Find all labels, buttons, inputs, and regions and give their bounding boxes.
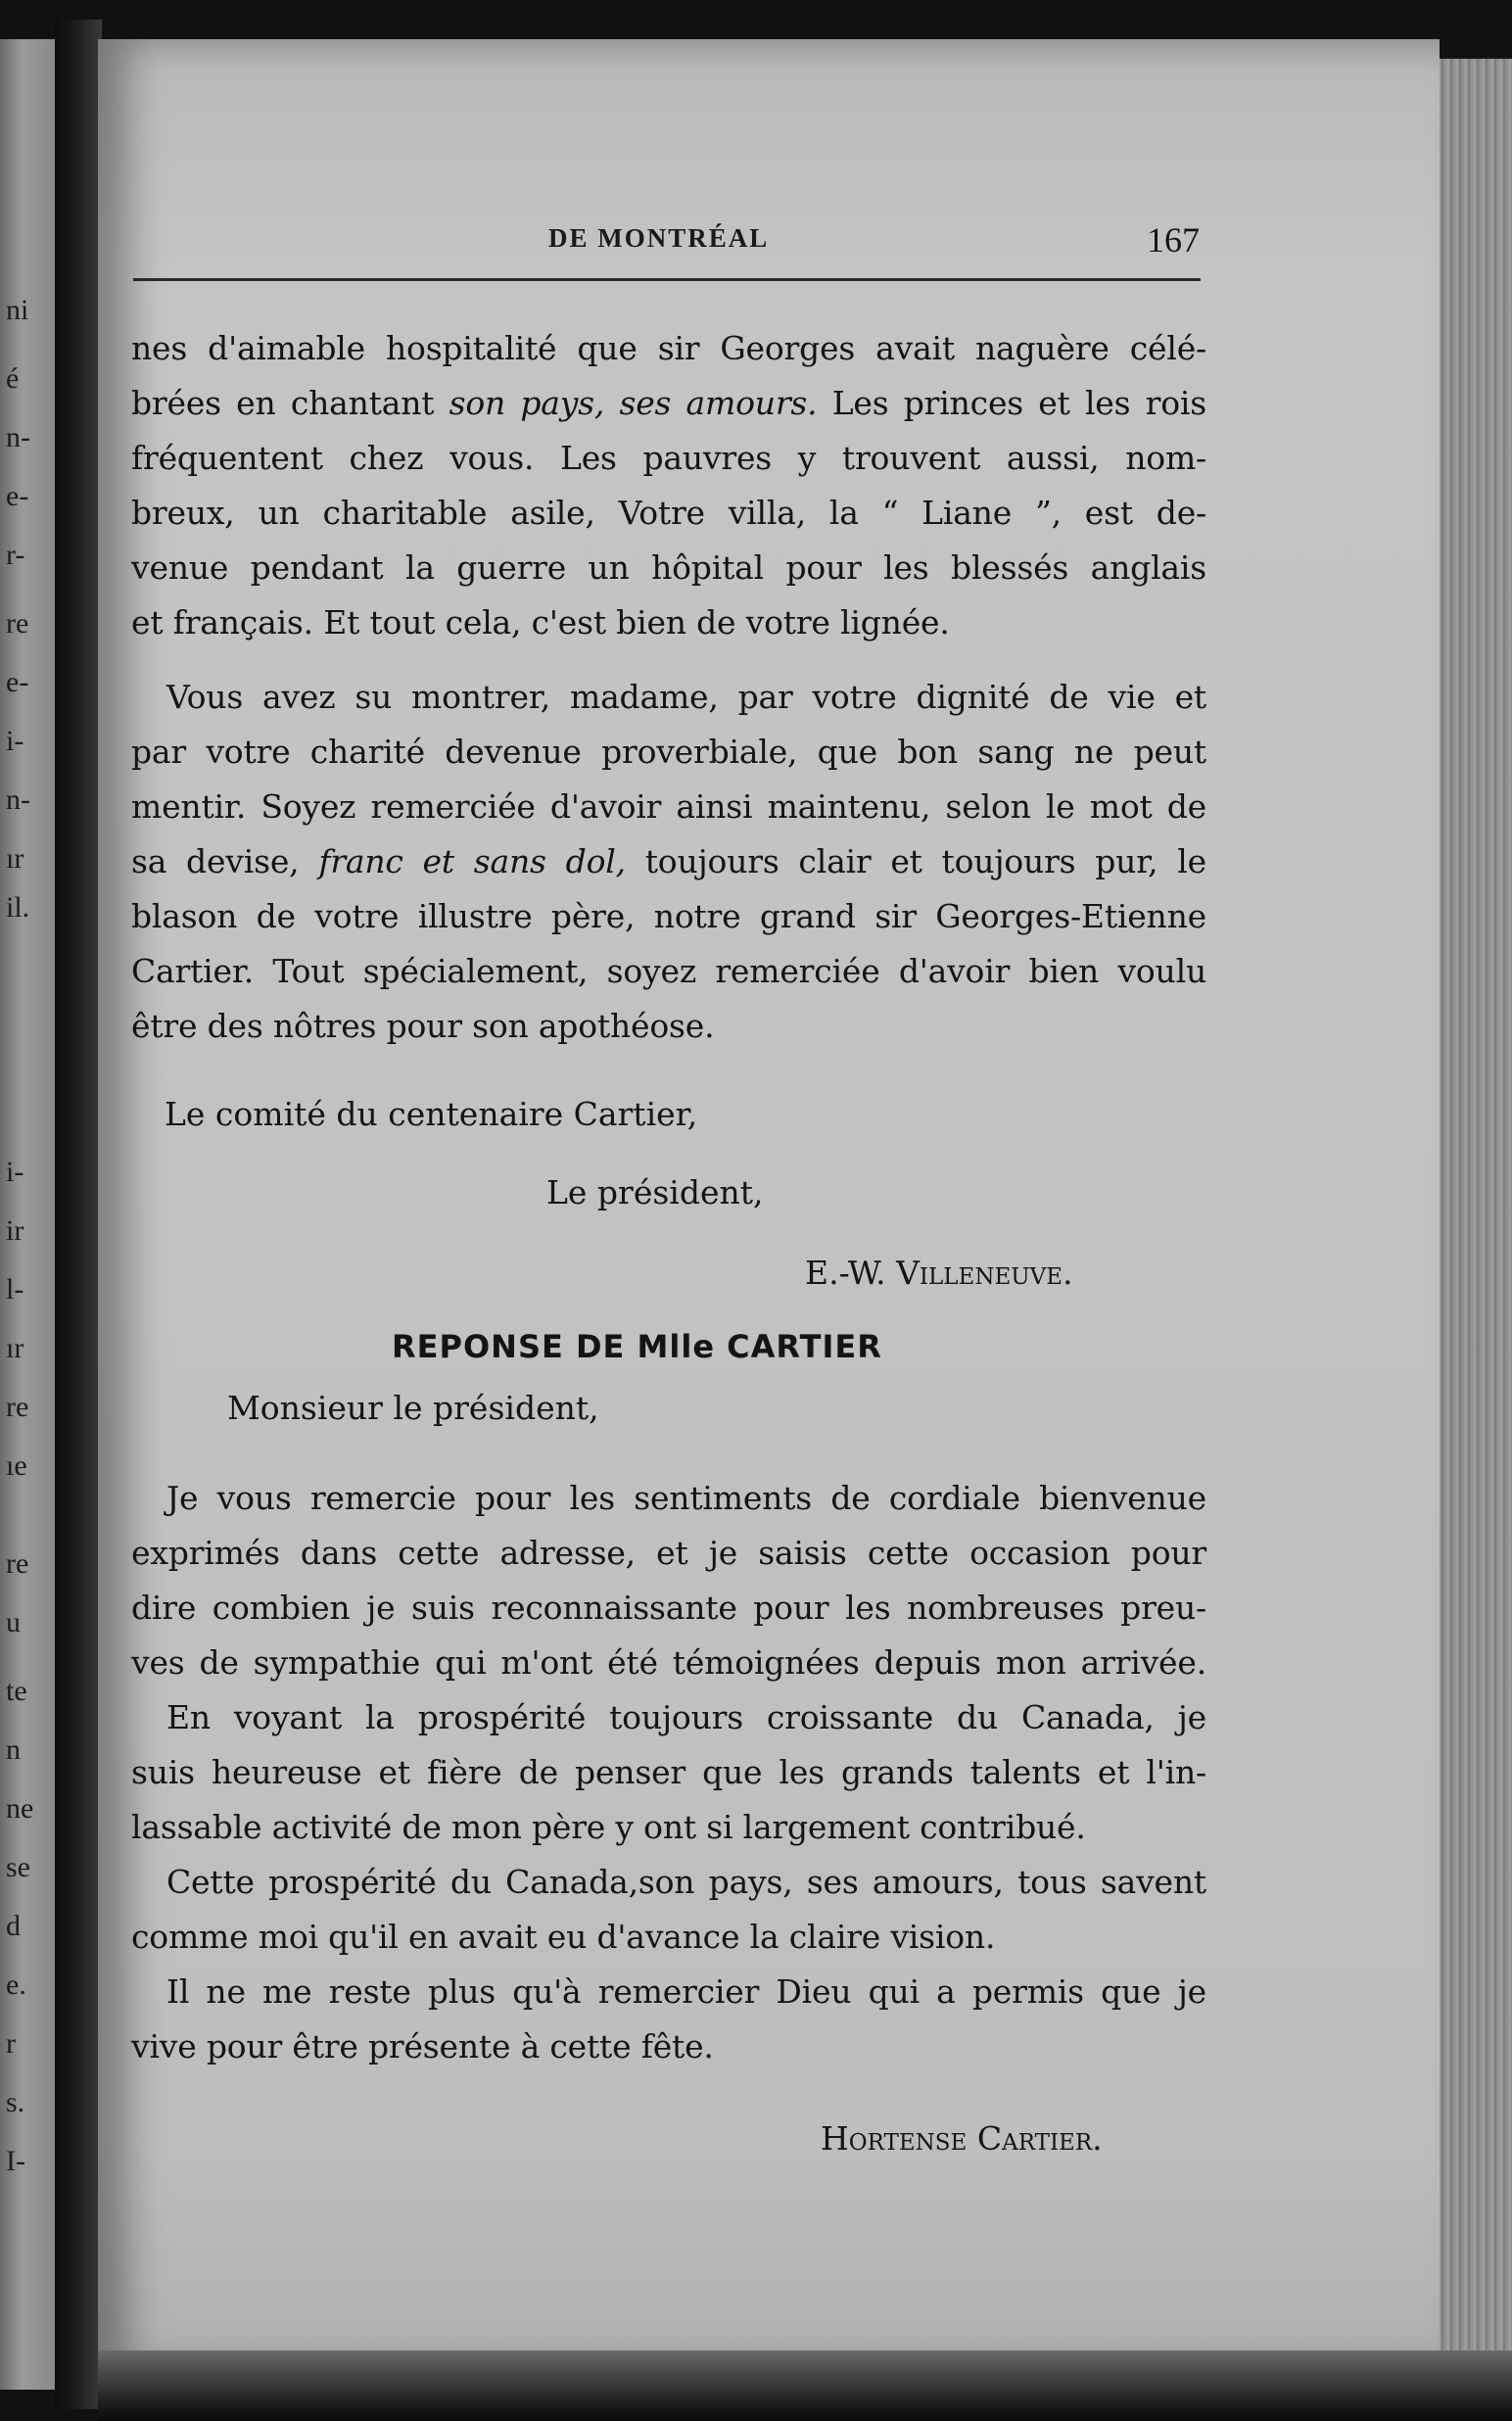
page-number: 167: [1147, 220, 1200, 260]
adjacent-page-fragment: e.: [6, 1969, 26, 2001]
salutation: Monsieur le président,: [227, 1389, 599, 1427]
text-span: brées en chantant: [131, 384, 449, 422]
adjacent-page-strip: [0, 39, 55, 2390]
text-line: En voyant la prospérité toujours croissante du Canada, je: [166, 1698, 1206, 1736]
text-line: dire combien je suis reconnaissante pour les nombreuses preu-: [131, 1589, 1206, 1627]
adjacent-page-fragment: n-: [6, 421, 30, 453]
text-line: [131, 834, 1206, 889]
paragraph-4: [131, 1690, 1206, 1855]
paragraph-1: [131, 321, 1206, 650]
text-span: toujours clair et toujours pur, le: [625, 842, 1206, 880]
adjacent-page-fragment: e-: [6, 666, 29, 698]
paragraph-6: [131, 1965, 1206, 2074]
response-heading: REPONSE DE Mlle CARTIER: [392, 1328, 882, 1365]
adjacent-page-fragment: ır: [6, 842, 24, 875]
text-line: par votre charité devenue proverbiale, que bon sang ne peut: [131, 733, 1206, 771]
adjacent-page-fragment: ıe: [6, 1449, 27, 1482]
text-line: Il ne me reste plus qu'à remercier Dieu qui a permis que je: [166, 1972, 1206, 2011]
adjacent-page-fragment: u: [6, 1606, 21, 1638]
adjacent-page-fragment: ir: [6, 1214, 24, 1247]
text-line: Vous avez su montrer, madame, par votre dignité de vie et: [166, 678, 1206, 716]
adjacent-page-fragment: ne: [6, 1792, 34, 1825]
signature-surname: Villeneuve.: [896, 1254, 1073, 1292]
text-line: ves de sympathie qui m'ont été témoignées depuis mon arrivée.: [131, 1643, 1206, 1682]
paragraph-3: [131, 1471, 1206, 1690]
adjacent-page-fragment: re: [6, 607, 29, 640]
adjacent-page-fragment: re: [6, 1391, 29, 1423]
text-line: vive pour être présente à cette fête.: [131, 2027, 714, 2065]
signature-initials: E.-W.: [805, 1254, 897, 1292]
book-gutter: [55, 20, 102, 2409]
text-line: exprimés dans cette adresse, et je saisis cette occasion pour: [131, 1534, 1206, 1572]
adjacent-page-fragment: ır: [6, 1332, 24, 1364]
header-rule: [133, 278, 1201, 281]
italic-phrase: son pays, ses amours.: [449, 384, 818, 422]
paragraph-2: [131, 670, 1206, 1054]
adjacent-page-fragment: r: [6, 2027, 16, 2060]
text-span: Les princes et les rois: [817, 384, 1206, 422]
adjacent-page-fragment: r-: [6, 539, 25, 571]
text-line: [131, 376, 1206, 431]
paragraph-5: [131, 1855, 1206, 1965]
text-line: et français. Et tout cela, c'est bien de votre lignée.: [131, 603, 950, 641]
president-line: Le président,: [546, 1173, 764, 1211]
adjacent-page-fragment: I-: [6, 2145, 25, 2177]
signature-hortense-cartier: Hortense Cartier.: [821, 2119, 1103, 2158]
adjacent-page-fragment: n: [6, 1733, 21, 1766]
text-line: suis heureuse et fière de penser que les grands talents et l'in-: [131, 1753, 1206, 1791]
page-bottom-shadow: [98, 2350, 1512, 2421]
text-line: venue pendant la guerre un hôpital pour les blessés anglais: [131, 548, 1206, 587]
adjacent-page-fragment: te: [6, 1675, 27, 1707]
text-line: Je vous remercie pour les sentiments de cordiale bienvenue: [166, 1479, 1206, 1517]
text-line: mentir. Soyez remerciée d'avoir ainsi maintenu, selon le mot de: [131, 787, 1206, 826]
text-line: blason de votre illustre père, notre grand sir Georges-Etienne: [131, 897, 1206, 935]
adjacent-page-fragment: ni: [6, 294, 29, 326]
committee-line: Le comité du centenaire Cartier,: [165, 1095, 698, 1133]
text-span: sa devise,: [131, 842, 319, 880]
adjacent-page-fragment: é: [6, 362, 20, 395]
adjacent-page-fragment: se: [6, 1851, 30, 1883]
adjacent-page-fragment: d: [6, 1910, 21, 1942]
adjacent-page-fragment: s.: [6, 2086, 25, 2118]
signature-villeneuve: [805, 1254, 1073, 1292]
running-header-title: DE MONTRÉAL: [548, 223, 770, 253]
text-line: fréquentent chez vous. Les pauvres y trouvent aussi, nom-: [131, 439, 1206, 477]
adjacent-page-fragment: n-: [6, 783, 30, 816]
text-line: Cartier. Tout spécialement, soyez remerciée d'avoir bien voulu: [131, 952, 1206, 990]
italic-phrase: franc et sans dol,: [318, 842, 626, 880]
adjacent-page-fragment: e-: [6, 480, 29, 512]
adjacent-page-fragment: re: [6, 1547, 29, 1580]
text-line: comme moi qu'il en avait eu d'avance la claire vision.: [131, 1918, 996, 1956]
text-line: être des nôtres pour son apothéose.: [131, 1007, 715, 1045]
text-line: breux, un charitable asile, Votre villa, la “ Liane ”, est de-: [131, 494, 1206, 532]
text-line: nes d'aimable hospitalité que sir Georges avait naguère célé-: [131, 329, 1206, 367]
adjacent-page-fragment: i-: [6, 725, 24, 757]
adjacent-page-fragment: i-: [6, 1156, 24, 1188]
text-line: Cette prospérité du Canada,son pays, ses amours, tous savent: [166, 1863, 1206, 1901]
running-header: [137, 220, 1200, 266]
adjacent-page-fragment: il.: [6, 891, 30, 924]
adjacent-page-fragment: l-: [6, 1273, 24, 1305]
text-line: lassable activité de mon père y ont si largement contribué.: [131, 1808, 1086, 1846]
